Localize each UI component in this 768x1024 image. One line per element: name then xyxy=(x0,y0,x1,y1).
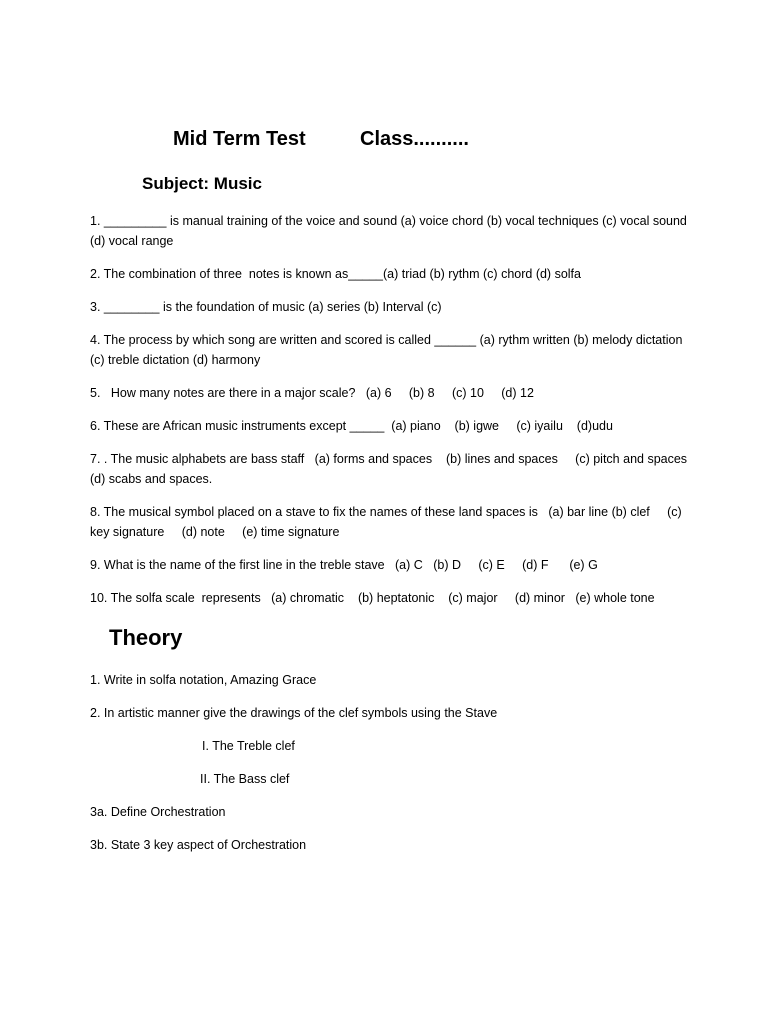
question-item: 2. The combination of three notes is known as_____(a) triad (b) rythm (c) chord (d) solfa xyxy=(90,267,581,281)
theory-questions xyxy=(90,670,690,868)
question-item: 4. The process by which song are written and scored is called ______ (a) rythm written (b) melody dictation (c) treble dictation (d) harmony xyxy=(90,333,686,367)
question-item: 10. The solfa scale represents (a) chromatic (b) heptatonic (c) major (d) minor (e) whole tone xyxy=(90,591,655,605)
question-item: 7. . The music alphabets are bass staff (a) forms and spaces (b) lines and spaces (c) pitch and spaces (d) scabs and spaces. xyxy=(90,452,691,486)
objective-questions xyxy=(90,211,690,621)
question-item: 6. These are African music instruments except _____ (a) piano (b) igwe (c) iyailu (d)udu xyxy=(90,419,613,433)
question-item: 1. _________ is manual training of the voice and sound (a) voice chord (b) vocal techniques (c) vocal sound (d) vocal range xyxy=(90,214,691,248)
question-item: 9. What is the name of the first line in the treble stave (a) C (b) D (c) E (d) F (e) G xyxy=(90,558,598,572)
theory-item: 2. In artistic manner give the drawings of the clef symbols using the Stave xyxy=(90,706,498,720)
page-title: Mid Term Test xyxy=(173,128,306,150)
subject-heading: Subject: Music xyxy=(142,174,262,193)
theory-subitem: I. The Treble clef xyxy=(202,739,295,753)
theory-item: 3a. Define Orchestration xyxy=(90,805,226,819)
question-item: 5. How many notes are there in a major scale? (a) 6 (b) 8 (c) 10 (d) 12 xyxy=(90,386,534,400)
theory-item: 1. Write in solfa notation, Amazing Grace xyxy=(90,673,317,687)
question-item: 8. The musical symbol placed on a stave to fix the names of these land spaces is (a) bar line (b) clef (c) key signature (d) note (e) time signature xyxy=(90,505,686,539)
question-item: 3. ________ is the foundation of music (a) series (b) Interval (c) xyxy=(90,300,442,314)
theory-heading: Theory xyxy=(109,625,183,650)
theory-subitem: II. The Bass clef xyxy=(200,772,290,786)
class-label: Class.......... xyxy=(360,128,469,150)
title-row xyxy=(173,128,469,151)
theory-item: 3b. State 3 key aspect of Orchestration xyxy=(90,838,307,852)
